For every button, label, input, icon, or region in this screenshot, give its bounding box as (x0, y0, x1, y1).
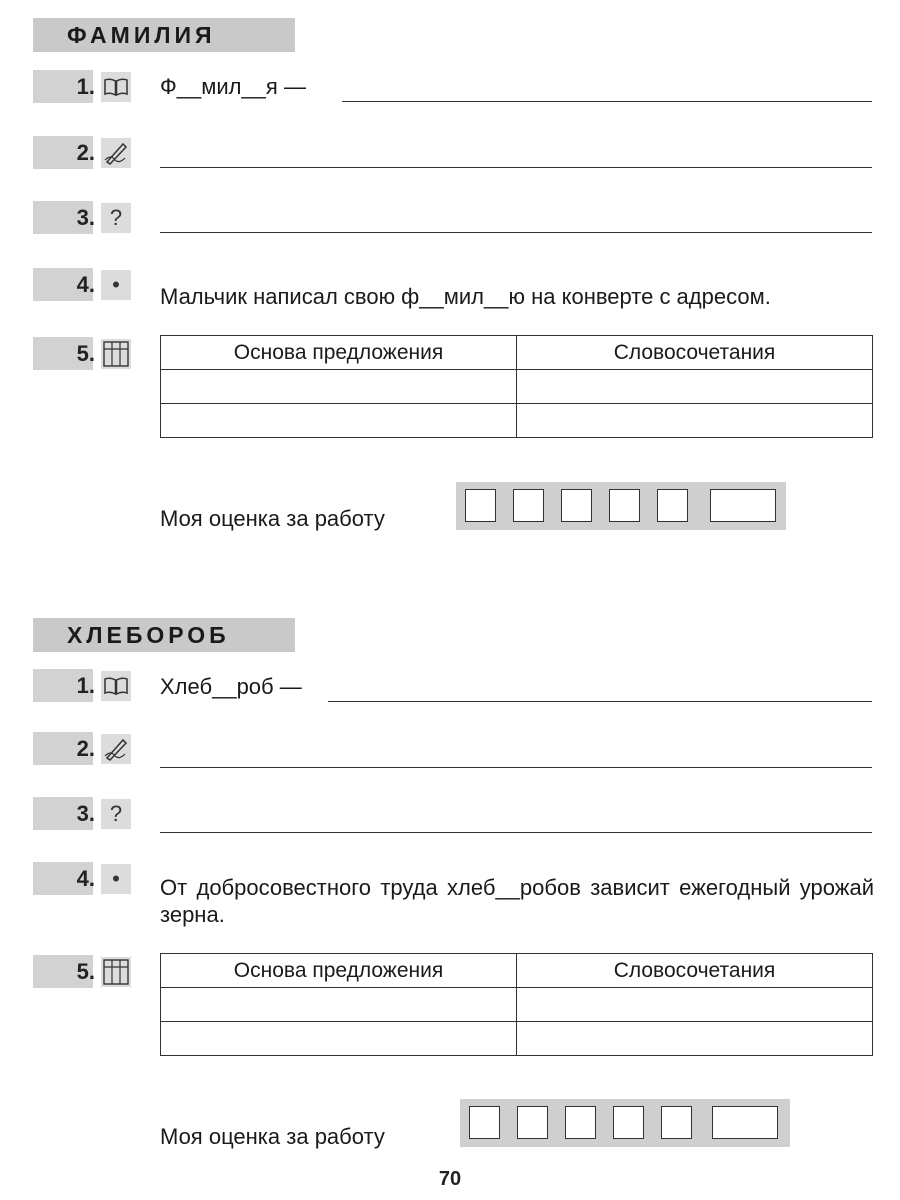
analysis-table (160, 953, 873, 1056)
task-badge-2 (33, 136, 131, 169)
question-icon: ? (101, 203, 131, 233)
task-number: 1. (76, 672, 95, 698)
grade-label: Моя оценка за работу (160, 1124, 385, 1149)
table-header-basis: Основа предложения (161, 336, 517, 370)
table-cell[interactable] (517, 404, 873, 438)
answer-line[interactable] (160, 232, 872, 233)
dot-icon: • (101, 864, 131, 894)
task-badge-3 (33, 201, 131, 234)
section-title: ХЛЕБОРОБ (33, 618, 295, 652)
task-badge-5 (33, 955, 131, 988)
table-cell[interactable] (517, 370, 873, 404)
task1-word: Ф__мил__я — (160, 74, 306, 99)
answer-line[interactable] (328, 701, 872, 702)
grade-label: Моя оценка за работу (160, 506, 385, 531)
task-number: 2. (76, 735, 95, 761)
table-header-phrases: Словосочетания (517, 336, 873, 370)
table-icon (101, 957, 131, 987)
task-number: 3. (76, 800, 95, 826)
grade-box[interactable] (469, 1106, 500, 1139)
answer-line-row (160, 199, 872, 233)
grade-box[interactable] (657, 489, 688, 522)
grade-box[interactable] (565, 1106, 596, 1139)
grade-box[interactable] (613, 1106, 644, 1139)
answer-line-row (160, 734, 872, 768)
answer-line[interactable] (160, 832, 872, 833)
task4-sentence: От добросовестного труда хлеб__робов зависит ежегодный урожай зерна. (160, 875, 874, 927)
task4-sentence: Мальчик написал свою ф__мил__ю на конверте с адресом. (160, 284, 771, 309)
answer-line-row (160, 68, 872, 102)
task-number: 2. (76, 139, 95, 165)
grade-box[interactable] (661, 1106, 692, 1139)
pen-icon (101, 734, 131, 764)
answer-line[interactable] (160, 767, 872, 768)
book-icon (101, 671, 131, 701)
answer-line-row (160, 668, 872, 702)
task-number: 1. (76, 73, 95, 99)
grade-box[interactable] (513, 489, 544, 522)
task1-word: Хлеб__роб — (160, 674, 302, 699)
answer-line-row (160, 799, 872, 833)
answer-line[interactable] (160, 167, 872, 168)
table-cell[interactable] (161, 1022, 517, 1056)
task-number: 4. (76, 271, 95, 297)
table-icon (101, 339, 131, 369)
table-cell[interactable] (161, 404, 517, 438)
table-header-basis: Основа предложения (161, 954, 517, 988)
table-cell[interactable] (517, 1022, 873, 1056)
page-number: 70 (438, 1168, 462, 1190)
answer-line[interactable] (342, 101, 872, 102)
task-badge-4 (33, 862, 131, 895)
section-title: ФАМИЛИЯ (33, 18, 295, 52)
grade-box-total[interactable] (712, 1106, 778, 1139)
table-cell[interactable] (161, 988, 517, 1022)
analysis-table (160, 335, 873, 438)
grade-box-total[interactable] (710, 489, 776, 522)
task-badge-3 (33, 797, 131, 830)
task-number: 4. (76, 865, 95, 891)
grade-box[interactable] (517, 1106, 548, 1139)
table-cell[interactable] (517, 988, 873, 1022)
pen-icon (101, 138, 131, 168)
grade-boxes (460, 1099, 790, 1147)
question-icon: ? (101, 799, 131, 829)
task-number: 3. (76, 204, 95, 230)
table-cell[interactable] (161, 370, 517, 404)
task-badge-4 (33, 268, 131, 301)
table-header-phrases: Словосочетания (517, 954, 873, 988)
task-badge-1 (33, 70, 131, 103)
dot-icon: • (101, 270, 131, 300)
book-icon (101, 72, 131, 102)
grade-box[interactable] (561, 489, 592, 522)
answer-line-row (160, 134, 872, 168)
task-badge-5 (33, 337, 131, 370)
grade-boxes (456, 482, 786, 530)
grade-box[interactable] (609, 489, 640, 522)
grade-box[interactable] (465, 489, 496, 522)
task-badge-1 (33, 669, 131, 702)
task-number: 5. (76, 958, 95, 984)
task-badge-2 (33, 732, 131, 765)
task-number: 5. (76, 340, 95, 366)
